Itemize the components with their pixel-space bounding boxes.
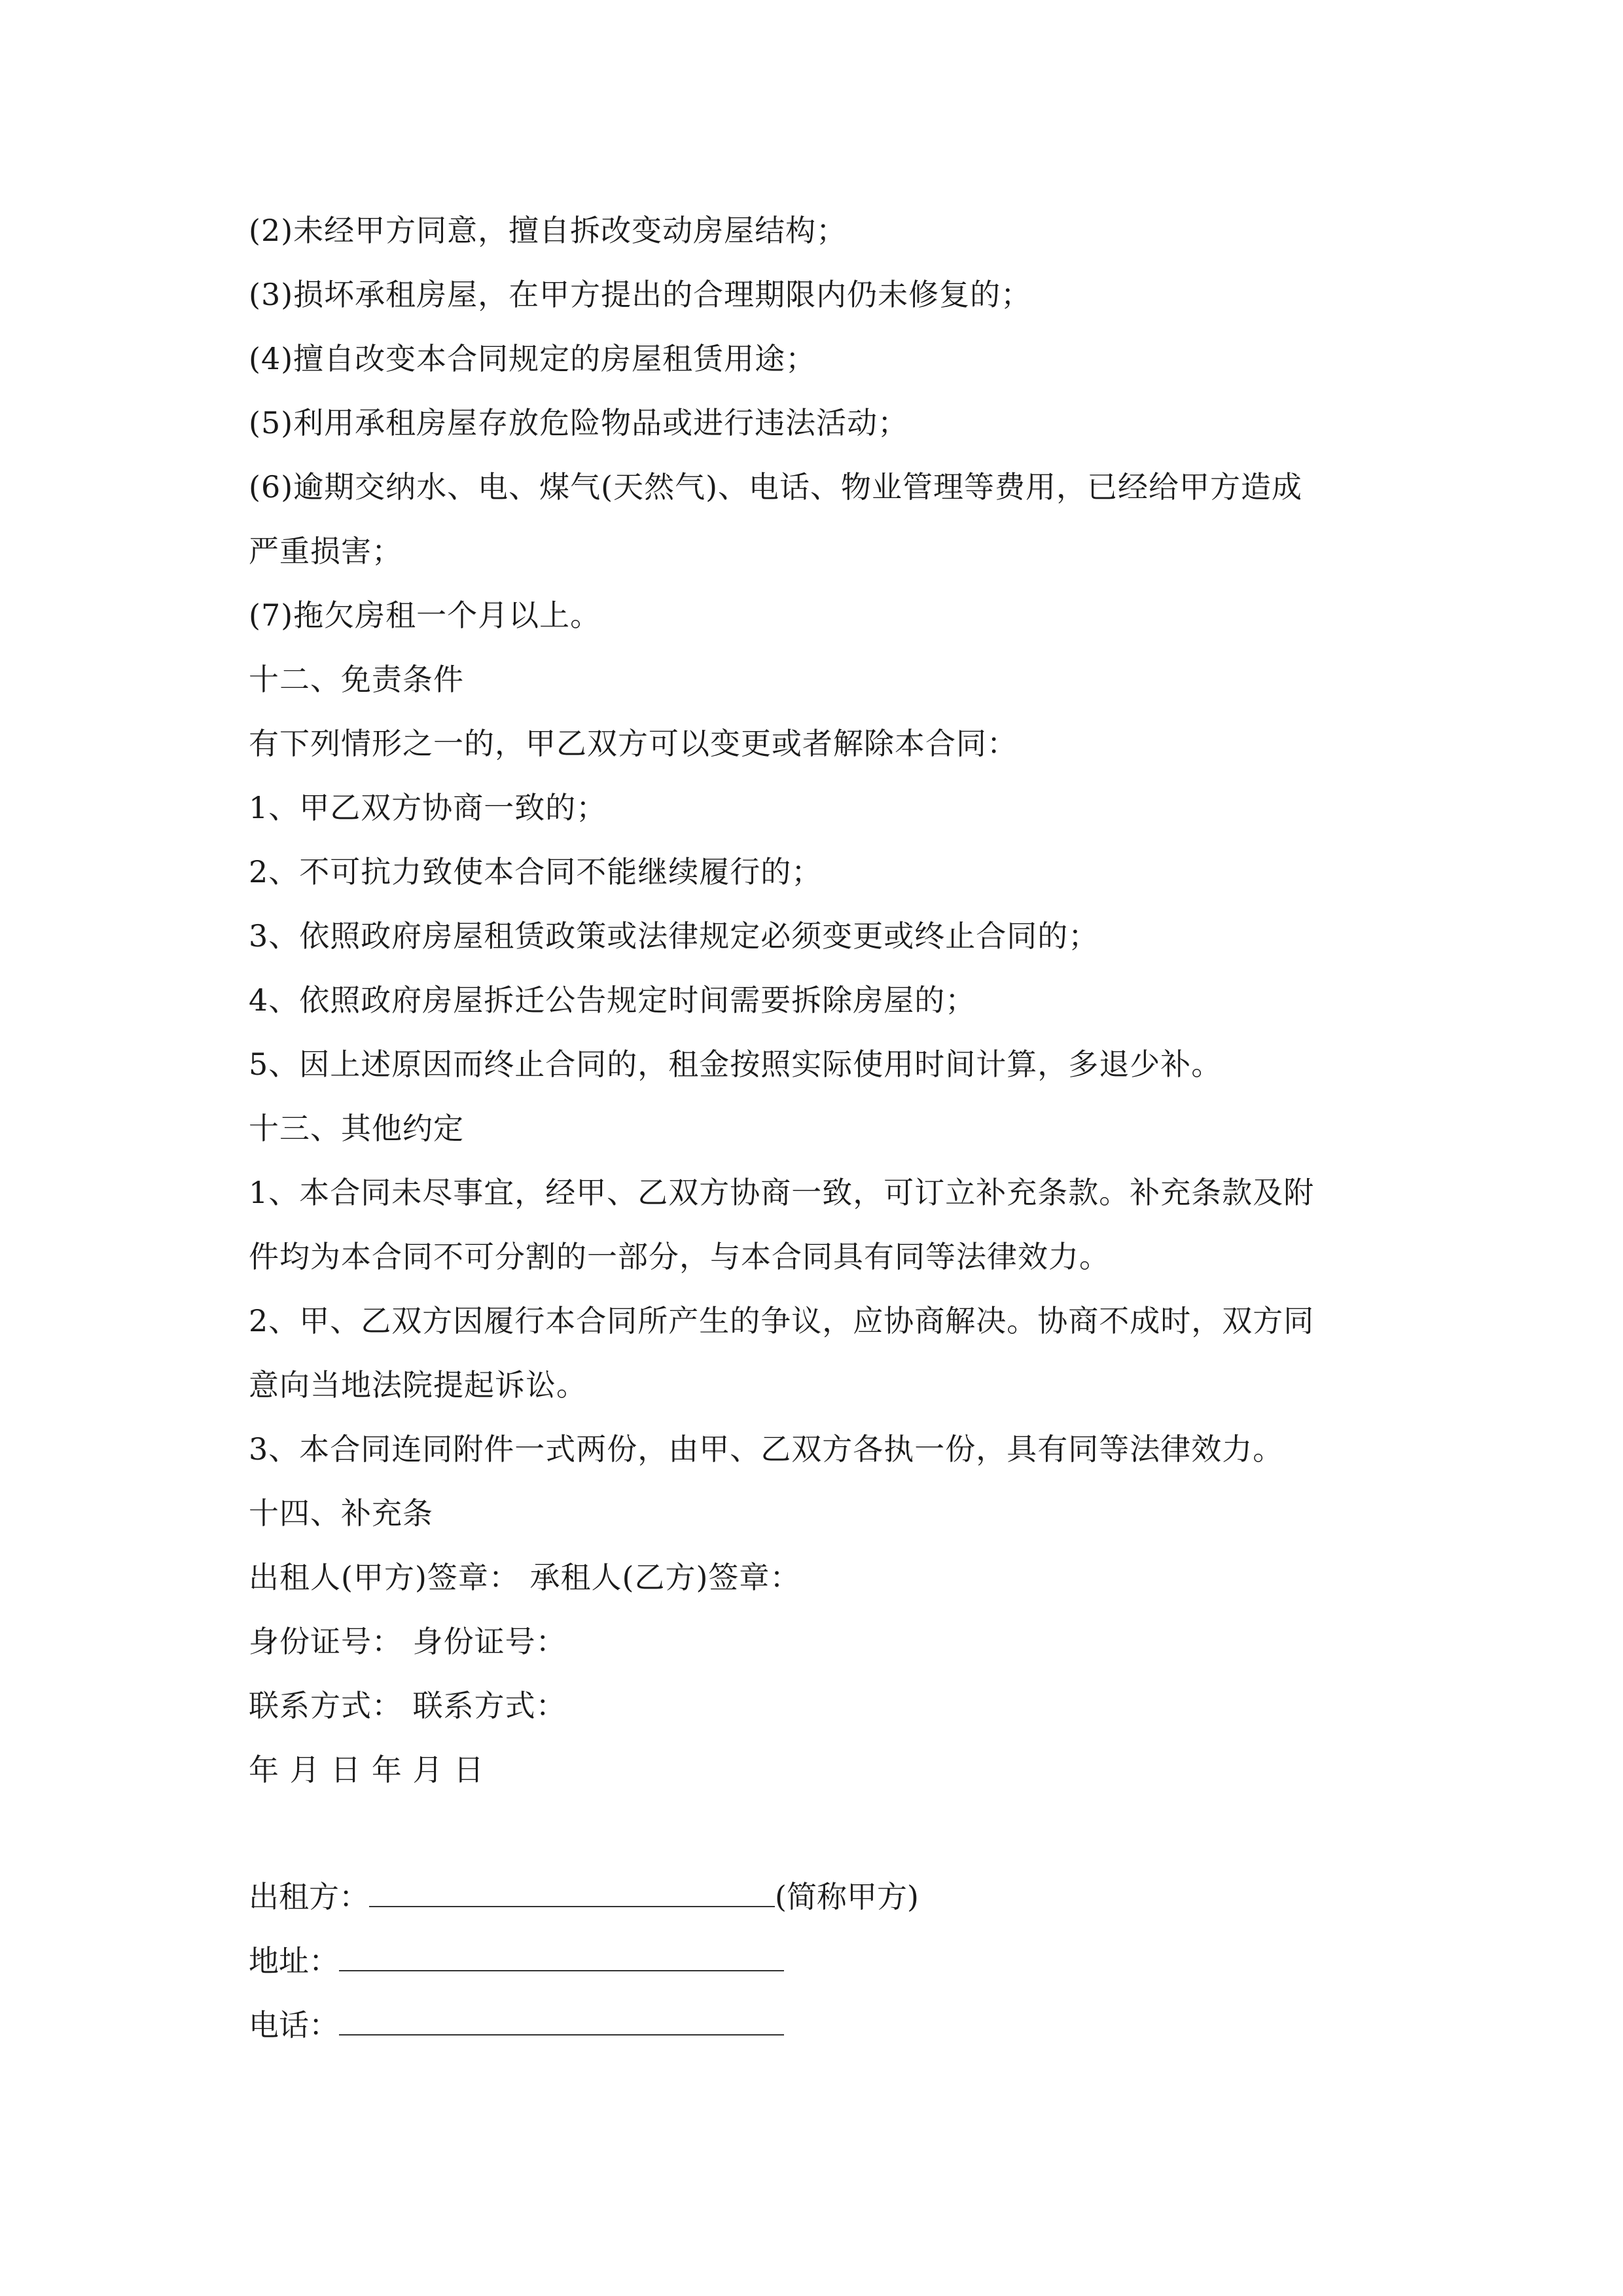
- phone-field: [249, 2005, 784, 2045]
- clause-text: (4)擅自改变本合同规定的房屋租赁用途；: [249, 341, 817, 376]
- date-line: 年 月 日 年 月 日: [249, 1752, 485, 1787]
- clause-text: 4、依照政府房屋拆迁公告规定时间需要拆除房屋的；: [249, 982, 976, 1018]
- clause-text: 3、本合同连同附件一式两份，由甲、乙双方各执一份，具有同等法律效力。: [249, 1431, 1284, 1467]
- clause-text: 件均为本合同不可分割的一部分，与本合同具有同等法律效力。: [249, 1239, 1110, 1274]
- lessor-label: 出租方：: [249, 1879, 369, 1914]
- phone-blank[interactable]: [339, 2005, 784, 2036]
- address-field: [249, 1941, 784, 1981]
- clause-text: (7)拖欠房租一个月以上。: [249, 598, 601, 633]
- section-heading: 十二、免责条件: [249, 662, 464, 697]
- phone-label: 电话：: [249, 2007, 339, 2043]
- lessor-blank[interactable]: [369, 1877, 775, 1907]
- contact-line: 联系方式： 联系方式：: [249, 1688, 567, 1723]
- clause-text: 2、不可抗力致使本合同不能继续履行的；: [249, 854, 823, 889]
- address-blank[interactable]: [339, 1941, 784, 1971]
- id-number-line: 身份证号： 身份证号：: [249, 1624, 567, 1659]
- lessor-field: [249, 1877, 919, 1916]
- clause-text: (5)利用承租房屋存放危险物品或进行违法活动；: [249, 405, 909, 440]
- clause-text: 严重损害；: [249, 533, 402, 569]
- signature-line: 出租人(甲方)签章： 承租人(乙方)签章：: [249, 1560, 801, 1595]
- clause-text: 3、依照政府房屋租赁政策或法律规定必须变更或终止合同的；: [249, 918, 1099, 954]
- clause-text: (2)未经甲方同意，擅自拆改变动房屋结构；: [249, 213, 847, 248]
- lessor-suffix: (简称甲方): [775, 1879, 919, 1914]
- clause-text: 2、甲、乙双方因履行本合同所产生的争议，应协商解决。协商不成时，双方同: [249, 1303, 1315, 1338]
- clause-text: 5、因上述原因而终止合同的，租金按照实际使用时间计算，多退少补。: [249, 1047, 1222, 1082]
- address-label: 地址：: [249, 1943, 339, 1979]
- clause-text: 1、甲乙双方协商一致的；: [249, 790, 607, 825]
- clause-text: (6)逾期交纳水、电、煤气(天然气)、电话、物业管理等费用，已经给甲方造成: [249, 469, 1303, 505]
- clause-text: 1、本合同未尽事宜，经甲、乙双方协商一致，可订立补充条款。补充条款及附: [249, 1175, 1315, 1210]
- clause-text: 意向当地法院提起诉讼。: [249, 1367, 587, 1403]
- section-heading: 十四、补充条: [249, 1496, 433, 1531]
- clause-text: 有下列情形之一的，甲乙双方可以变更或者解除本合同：: [249, 726, 1018, 761]
- clause-text: (3)损坏承租房屋，在甲方提出的合理期限内仍未修复的；: [249, 277, 1032, 312]
- section-heading: 十三、其他约定: [249, 1111, 464, 1146]
